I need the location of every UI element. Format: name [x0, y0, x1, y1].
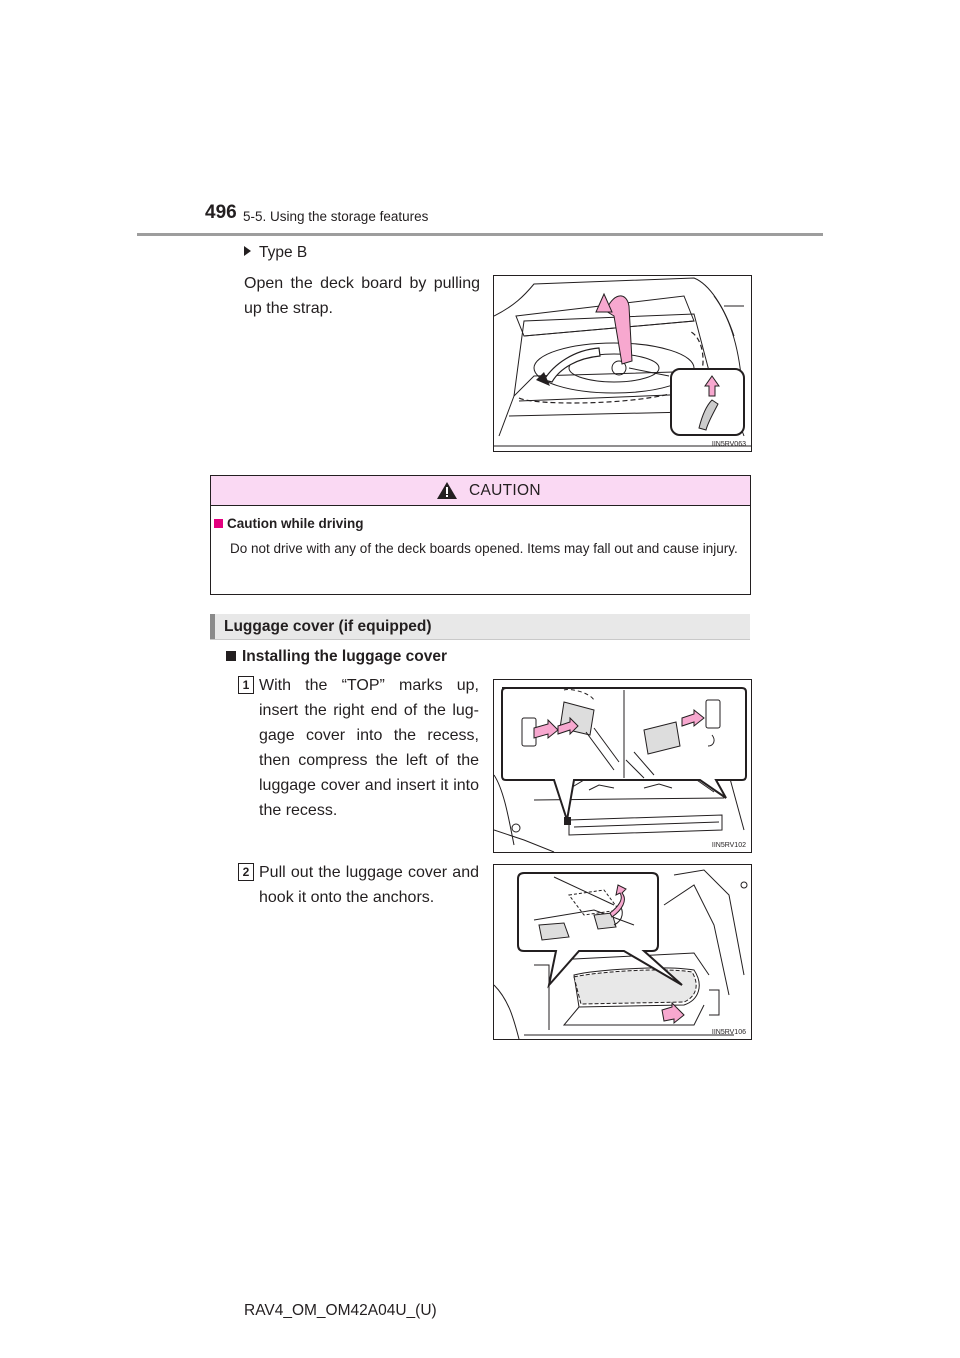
luggage-cover-anchor-drawing [494, 865, 751, 1039]
warning-icon [436, 481, 458, 500]
caution-title: CAUTION [469, 482, 541, 499]
step-number: 2 [238, 863, 254, 881]
square-bullet-icon [214, 519, 223, 528]
caution-header [211, 476, 750, 506]
page-number: 496 [205, 202, 237, 223]
type-b-label: Type B [244, 244, 307, 262]
deck-board-drawing [494, 276, 751, 451]
heading-accent [210, 614, 215, 639]
luggage-cover-install-illustration [493, 679, 752, 853]
step-number: 1 [238, 676, 254, 694]
triangle-bullet-icon [244, 246, 251, 256]
figure-code: IIN5RV063 [711, 441, 746, 448]
deck-board-illustration [493, 275, 752, 452]
luggage-cover-install-drawing [494, 680, 751, 852]
section-rule [210, 639, 750, 640]
figure-code: IIN5RV106 [711, 1029, 746, 1036]
caution-subtitle: Caution while driving [214, 516, 364, 531]
step-text: With the “TOP” marks up, insert the right end of the lug-gage cover into the recess, then compress the left of the luggage cover and insert it into the recess. [259, 677, 479, 819]
section-title: 5-5. Using the storage features [243, 209, 429, 224]
figure-code: IIN5RV102 [711, 842, 746, 849]
caution-body: Do not drive with any of the deck boards opened. Items may fall out and cause injury. [230, 541, 738, 556]
section-heading-bar [210, 614, 750, 639]
type-b-instruction: Open the deck board by pulling up the strap. [244, 275, 480, 317]
caution-box [210, 475, 751, 595]
step-text: Pull out the luggage cover and hook it onto the anchors. [259, 864, 479, 906]
section-heading: Luggage cover (if equipped) [224, 618, 432, 635]
luggage-cover-anchor-illustration [493, 864, 752, 1040]
header-rule [137, 233, 823, 236]
document-id: RAV4_OM_OM42A04U_(U) [244, 1302, 437, 1319]
install-subheading: Installing the luggage cover [226, 648, 447, 666]
square-bullet-icon [226, 651, 236, 661]
